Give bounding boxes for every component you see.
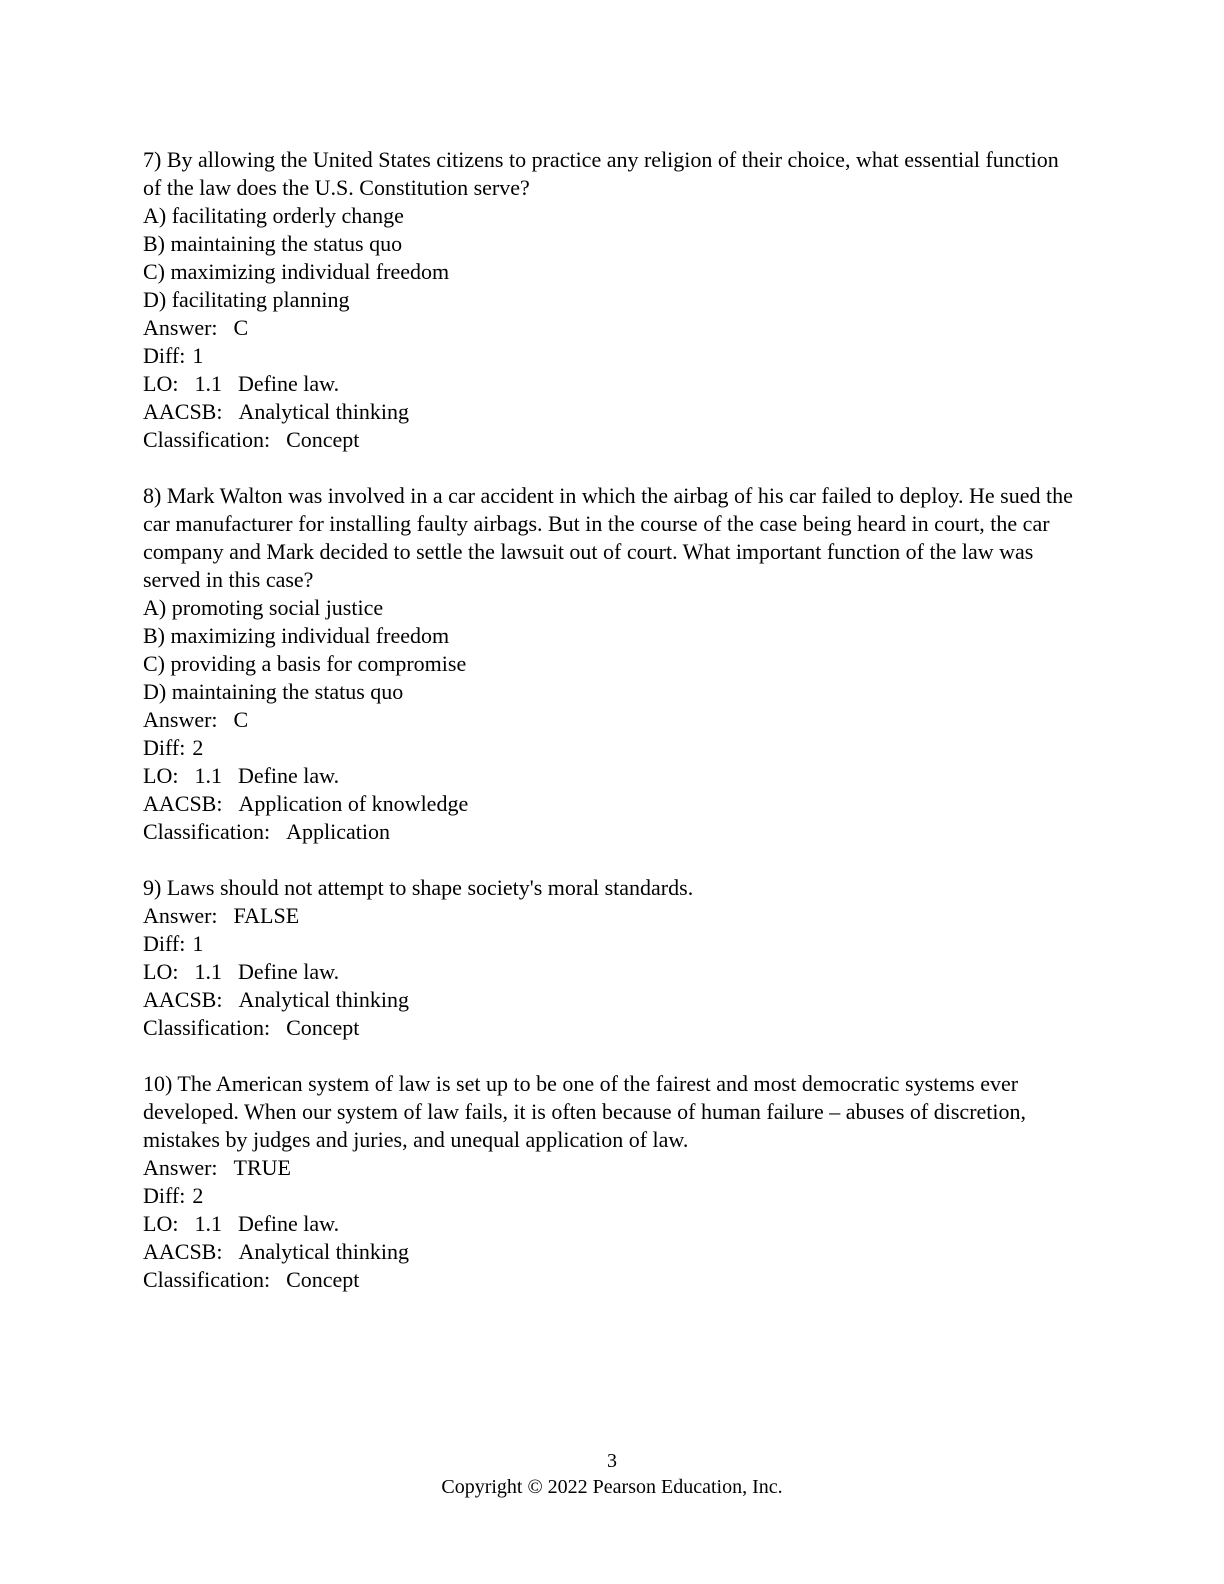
diff-label: Diff: [143,735,186,760]
diff-label: Diff: [143,931,186,956]
diff-line [143,342,1080,370]
answer-value: C [233,707,249,732]
question-block [143,874,1080,1042]
question-stem: 7) By allowing the United States citizens to practice any religion of their choice, what essential function of the law does the U.S. Constitution serve? [143,147,1059,200]
lo-text: Define law. [237,371,340,396]
classification-line [143,1266,1080,1294]
lo-line [143,370,1080,398]
classification-label: Classification: [143,1267,271,1292]
lo-text: Define law. [237,763,340,788]
page-footer [0,1448,1224,1500]
question-stem: 10) The American system of law is set up to be one of the fairest and most democratic systems ever developed. When our system of law fails, it is often because of human failure – abuses of discretion, mistakes by judges and juries, and unequal application of law. [143,1071,1027,1152]
aacsb-value: Application of knowledge [238,791,469,816]
lo-line [143,1210,1080,1238]
aacsb-line [143,790,1080,818]
aacsb-line [143,1238,1080,1266]
question-option: B) maintaining the status quo [143,231,403,256]
question-option: C) providing a basis for compromise [143,651,467,676]
question-block [143,482,1080,846]
lo-label: LO: [143,1211,179,1236]
lo-number: 1.1 [194,1211,222,1236]
answer-line [143,314,1080,342]
answer-value: C [233,315,249,340]
answer-line [143,706,1080,734]
answer-label: Answer: [143,1155,218,1180]
page-number: 3 [607,1450,617,1472]
lo-label: LO: [143,371,179,396]
classification-line [143,426,1080,454]
aacsb-label: AACSB: [143,987,223,1012]
question-option: A) facilitating orderly change [143,203,404,228]
classification-value: Concept [286,427,360,452]
question-option: B) maximizing individual freedom [143,623,450,648]
answer-value: TRUE [233,1155,291,1180]
classification-label: Classification: [143,1015,271,1040]
answer-line [143,902,1080,930]
classification-value: Concept [286,1015,360,1040]
question-option: D) maintaining the status quo [143,679,404,704]
lo-label: LO: [143,763,179,788]
question-block [143,146,1080,454]
aacsb-label: AACSB: [143,399,223,424]
answer-line [143,1154,1080,1182]
lo-number: 1.1 [194,371,222,396]
question-option: D) facilitating planning [143,287,350,312]
classification-label: Classification: [143,819,271,844]
aacsb-line [143,986,1080,1014]
question-stem: 8) Mark Walton was involved in a car accident in which the airbag of his car failed to deploy. He sued the car manufacturer for installing faulty airbags. But in the course of the case being heard in court, the car company and Mark decided to settle the lawsuit out of court. What important function of the law was served in this case? [143,483,1073,592]
question-option: C) maximizing individual freedom [143,259,450,284]
classification-label: Classification: [143,427,271,452]
diff-value: 2 [192,735,204,760]
copyright-text: Copyright © 2022 Pearson Education, Inc. [441,1476,783,1498]
aacsb-value: Analytical thinking [238,987,409,1012]
aacsb-value: Analytical thinking [238,1239,409,1264]
diff-label: Diff: [143,343,186,368]
diff-line [143,1182,1080,1210]
question-option: A) promoting social justice [143,595,384,620]
aacsb-label: AACSB: [143,1239,223,1264]
lo-text: Define law. [237,1211,340,1236]
answer-value: FALSE [233,903,300,928]
answer-label: Answer: [143,707,218,732]
lo-number: 1.1 [194,959,222,984]
answer-label: Answer: [143,903,218,928]
question-stem: 9) Laws should not attempt to shape society's moral standards. [143,875,694,900]
diff-line [143,930,1080,958]
classification-line [143,818,1080,846]
classification-line [143,1014,1080,1042]
question-block [143,1070,1080,1294]
lo-line [143,958,1080,986]
lo-number: 1.1 [194,763,222,788]
diff-line [143,734,1080,762]
answer-label: Answer: [143,315,218,340]
diff-value: 1 [192,931,204,956]
lo-text: Define law. [237,959,340,984]
diff-value: 2 [192,1183,204,1208]
diff-label: Diff: [143,1183,186,1208]
aacsb-line [143,398,1080,426]
aacsb-value: Analytical thinking [238,399,409,424]
aacsb-label: AACSB: [143,791,223,816]
lo-label: LO: [143,959,179,984]
diff-value: 1 [192,343,204,368]
lo-line [143,762,1080,790]
classification-value: Application [286,819,390,844]
classification-value: Concept [286,1267,360,1292]
